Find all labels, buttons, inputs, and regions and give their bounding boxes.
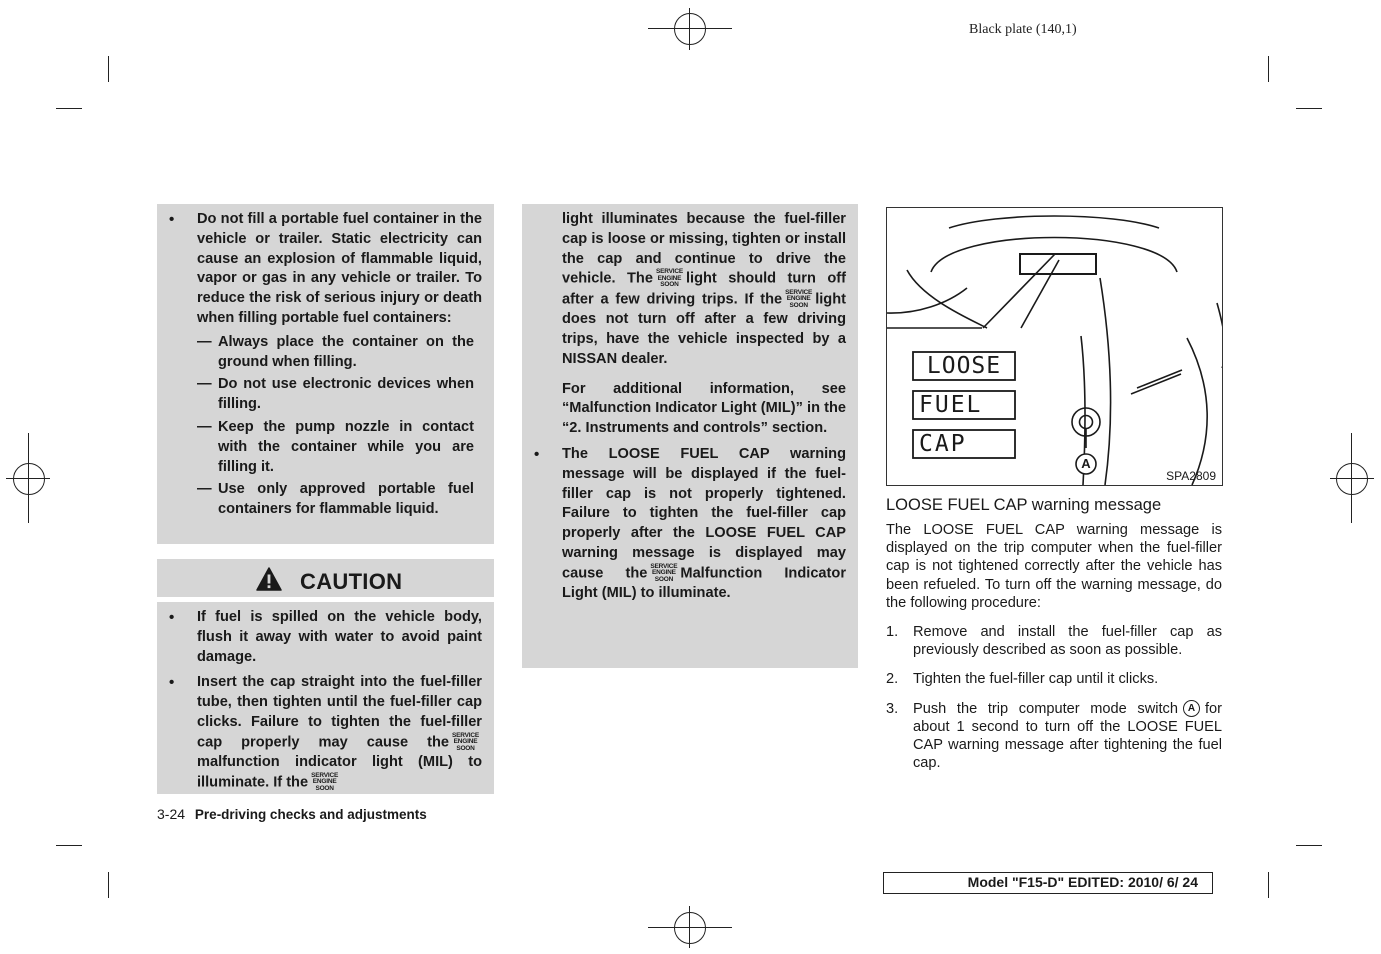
warning-box — [157, 204, 494, 544]
list-item: • The LOOSE FUEL CAP warning message will be displayed if the fuel-filler cap is not properly tightened. Failure to tighten the fuel-filler cap properly after the LOOSE FUEL CAP warning message is displayed may cause the SERVICE ENGINE SOON Malfunction Indicator Light (MIL) to illuminate. — [522, 445, 846, 604]
caution-continued — [522, 204, 858, 668]
plate-label: Black plate (140,1) — [969, 22, 1077, 37]
list-item: • Insert the cap straight into the fuel-filler tube, then tighten until the fuel-filler cap clicks. Failure to tighten the fuel-filler cap properly may cause the SERVICE ENGINE SOON malfunction indicator light (MIL) to illuminate. If the SERVICE ENGINE SOON — [157, 673, 482, 793]
list-item: — Always place the container on the ground when filling. — [197, 333, 482, 373]
service-engine-soon-icon: SERVICE ENGINE SOON — [451, 731, 479, 752]
warning-text: Do not fill a portable fuel container in the vehicle or trailer. Static electricity can cause an explosion of flammable liquid, vapor or gas in any vehicle or trailer. To reduce the risk of serious injury or death when filling portable fuel containers: — [197, 211, 482, 326]
mode-switch-callout: A — [1183, 700, 1200, 717]
warning-triangle-icon — [256, 567, 282, 591]
list-item: — Use only approved portable fuel containers for flammable liquid. — [197, 480, 482, 520]
list-item: 1. Remove and install the fuel-filler cap as previously described as soon as possible. — [886, 624, 1222, 659]
service-engine-soon-icon: SERVICE ENGINE SOON — [785, 288, 813, 309]
list-item: 3. Push the trip computer mode switch A for about 1 second to turn off the LOOSE FUEL CAP warning message after tightening the fuel cap. — [886, 700, 1222, 772]
callout-label: A — [1081, 456, 1091, 471]
procedure-text — [886, 521, 1222, 783]
caution-title: CAUTION — [300, 569, 403, 594]
section-heading: LOOSE FUEL CAP warning message — [886, 496, 1162, 514]
mode-switch — [1072, 408, 1100, 448]
paragraph: For additional information, see “Malfunction Indicator Light (MIL)” in the “2. Instruments and controls” section. — [562, 380, 846, 437]
section-name: Pre-driving checks and adjustments — [194, 807, 427, 822]
display-text-cap: CAP — [919, 431, 967, 457]
page-footer — [157, 806, 427, 822]
display-text-loose: LOOSE — [926, 353, 1002, 379]
list-item: • If fuel is spilled on the vehicle body, flush it away with water to avoid paint damage. — [157, 608, 482, 667]
list-item: 2. Tighten the fuel-filler cap until it clicks. — [886, 671, 1159, 688]
list-item: — Keep the pump nozzle in contact with the container while you are filling it. — [197, 418, 482, 477]
page-number: 3-24 — [157, 806, 186, 822]
service-engine-soon-icon: SERVICE ENGINE SOON — [655, 268, 683, 289]
service-engine-soon-icon: SERVICE ENGINE SOON — [650, 562, 678, 583]
figure-label: SPA2809 — [1166, 469, 1216, 483]
caution-body — [157, 602, 494, 794]
display-text-fuel: FUEL — [919, 392, 983, 418]
dash-list — [197, 333, 482, 520]
paragraph: light illuminates because the fuel-filler cap is loose or missing, tighten or install the cap and continue to drive the vehicle. The SERVICE ENGINE SOON light should turn off after a few driving trips. If the SERVICE ENGINE SOON light does not turn off after a few driving trips, have the vehicle inspected by a NISSAN dealer. — [562, 211, 846, 367]
service-engine-soon-icon: SERVICE ENGINE SOON — [311, 771, 339, 792]
list-item — [157, 210, 482, 520]
list-item: — Do not use electronic devices when filling. — [197, 375, 482, 415]
model-edited-box: Model "F15-D" EDITED: 2010/ 6/ 24 — [883, 872, 1213, 894]
instrument-figure — [886, 207, 1223, 486]
paragraph: The LOOSE FUEL CAP warning message is displayed on the trip computer when the fuel-filler cap is not tightened correctly after the vehicle has been refueled. To turn off the warning message, do the following procedure: — [886, 522, 1222, 611]
